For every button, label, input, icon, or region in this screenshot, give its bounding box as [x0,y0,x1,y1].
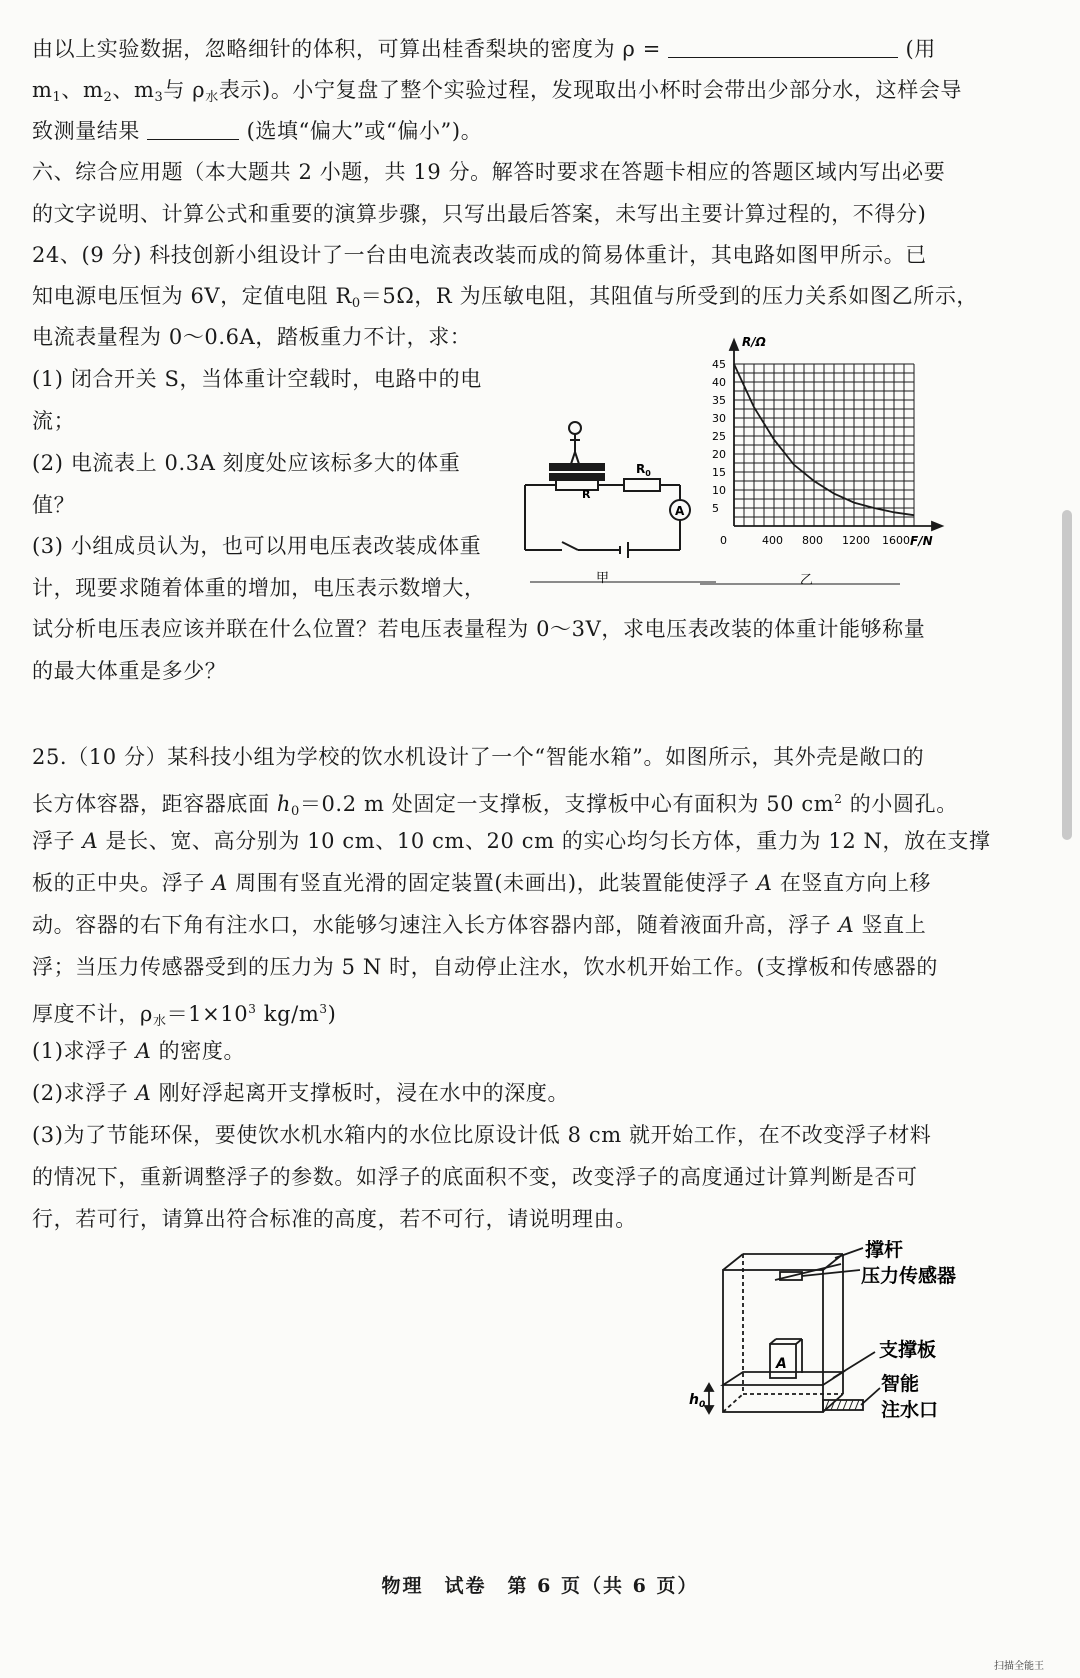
q25-part2: (2)求浮子 A 刚好浮起离开支撑板时，浸在水中的深度。 [32,1081,570,1105]
density-question: 由以上实验数据，忽略细针的体积，可算出桂香梨块的密度为 ρ = [32,37,661,61]
answer-blank-result[interactable] [147,119,239,140]
text-line-7: 知电源电压恒为 6V，定值电阻 $R_0=5\Omega$，R 为压敏电阻，其阻值与所受到的压力关系如图乙所示， [32,284,979,311]
text-line-5: 的文字说明、计算公式和重要的演算步骤，只写出最后答案，未写出主要计算过程的，不得分) [32,202,927,226]
svg-text:A: A [776,1356,787,1372]
y-tick-label: 40 [712,376,726,389]
text-line-15: 试分析电压表应该并联在什么位置？若电压表量程为 0～3V，求电压表改装的体重计能够称量 [32,617,926,641]
label-support-board: 支撑板 [879,1339,937,1361]
y-tick-label: 5 [712,502,719,515]
text-line-28: 行，若可行，请算出符合标准的高度，若不可行，请说明理由。 [32,1207,637,1231]
y-tick-label: 20 [712,448,726,461]
svg-text:F/N: F/N [910,534,933,548]
x-tick-label: 1600 [882,534,910,547]
pressure-resistor [556,480,598,490]
q24-part2: (2) 电流表上 0.3A 刻度处应该标多大的体重 [32,451,461,475]
label-inlet-2: 注水口 [881,1399,939,1421]
y-tick-label: 45 [712,358,726,371]
svg-text:R0: $R_0$ [636,462,651,478]
scrollbar[interactable] [1062,510,1072,840]
text-line-21: 动。容器的右下角有注水口，水能够匀速注入长方体容器内部，随着液面升高，浮子 A 竖直上 [32,913,927,937]
section-six-heading: 六、综合应用题（本大题共 2 小题，共 19 分。解答时要求在答题卡相应的答题区域内写出必要 [32,160,946,184]
svg-text:乙: 乙 [800,573,814,588]
text-line-1: 由以上实验数据，忽略细针的体积，可算出桂香梨块的密度为 ρ = (用 [32,37,936,61]
page-footer: 物理 试卷 第 6 页（共 6 页） [381,1575,699,1597]
q24-part3: (3) 小组成员认为，也可以用电压表改装成体重 [32,534,482,558]
x-tick-label: 400 [762,534,783,547]
x-tick-label: 800 [802,534,823,547]
label-rod: 撑杆 [865,1240,904,1261]
resistance-force-graph [700,330,950,590]
y-tick-label: 15 [712,466,726,479]
text-line-2: $m_1$、$m_2$、$m_3$与 $\rho_水$表示)。小宁复盘了整个实验过程，发现取出小杯时会带出少部分水，这样会导 [32,78,963,105]
text-line-14: 计，现要求随着体重的增加，电压表示数增大， [32,576,486,600]
text-line-23: 厚度不计，$\rho_水=1\times 10^3$ $kg/m^3$) [32,1002,337,1029]
water-tank-figure [685,1240,985,1435]
x-tick-label: 1200 [842,534,870,547]
y-tick-label: 25 [712,430,726,443]
q24-part1: (1) 闭合开关 S，当体重计空载时，电路中的电 [32,367,482,391]
svg-text:A: A [675,504,685,518]
text-line-10: 流； [32,409,76,433]
pedal-platform [550,464,604,470]
text-line-16: 的最大体重是多少？ [32,659,227,683]
y-tick-label: 30 [712,412,726,425]
y-tick-label: 35 [712,394,726,407]
circuit-diagram [520,410,720,620]
label-inlet-1: 智能 [881,1373,920,1395]
person-head [569,422,581,434]
text-line-22: 浮；当压力传感器受到的压力为 5 N 时，自动停止注水，饮水机开始工作。(支撑板和传感器的 [32,955,938,979]
svg-text:R/Ω: R/Ω [742,335,766,349]
question-24-title: 24、(9 分) 科技创新小组设计了一台由电流表改装而成的简易体重计，其电路如图甲所示。已 [32,243,927,267]
svg-text:h0: $h_0$ [689,1392,706,1410]
answer-blank-density[interactable] [668,37,898,58]
question-25-title: 25.（10 分）某科技小组为学校的饮水机设计了一个“智能水箱”。如图所示，其外壳是敞口的 [32,745,925,769]
text-line-19: 浮子 A 是长、宽、高分别为 10 cm、10 cm、20 cm 的实心均匀长方体，重力为 12 N，放在支撑 [32,829,991,853]
text-line-27: 的情况下，重新调整浮子的参数。如浮子的底面积不变，改变浮子的高度通过计算判断是否可 [32,1165,918,1189]
x-tick-label: 0 [720,534,727,547]
svg-text:R: R [582,488,591,501]
q25-part1: (1)求浮子 A 的密度。 [32,1039,246,1063]
text-line-20: 板的正中央。浮子 A 周围有竖直光滑的固定装置(未画出)，此装置能使浮子 A 在竖直方向上移 [32,871,932,895]
scan-watermark: 扫描全能王 [994,1661,1044,1672]
text-line-3: 致测量结果 (选填“偏大”或“偏小”)。 [32,119,483,143]
label-sensor: 压力传感器 [861,1265,957,1287]
svg-text:甲: 甲 [596,571,610,586]
text-line-8: 电流表量程为 0～0.6A，踏板重力不计，求： [32,325,472,349]
switch [562,542,578,550]
text-line-18: 长方体容器，距容器底面 $h_0=0.2$ m 处固定一支撑板，支撑板中心有面积为 50 $cm^2$ 的小圆孔。 [32,792,958,819]
q25-part3: (3)为了节能环保，要使饮水机水箱内的水位比原设计低 8 cm 就开始工作，在不改变浮子材料 [32,1123,932,1147]
y-tick-label: 10 [712,484,726,497]
fixed-resistor-r0 [624,479,660,491]
text-line-12: 值？ [32,493,76,517]
